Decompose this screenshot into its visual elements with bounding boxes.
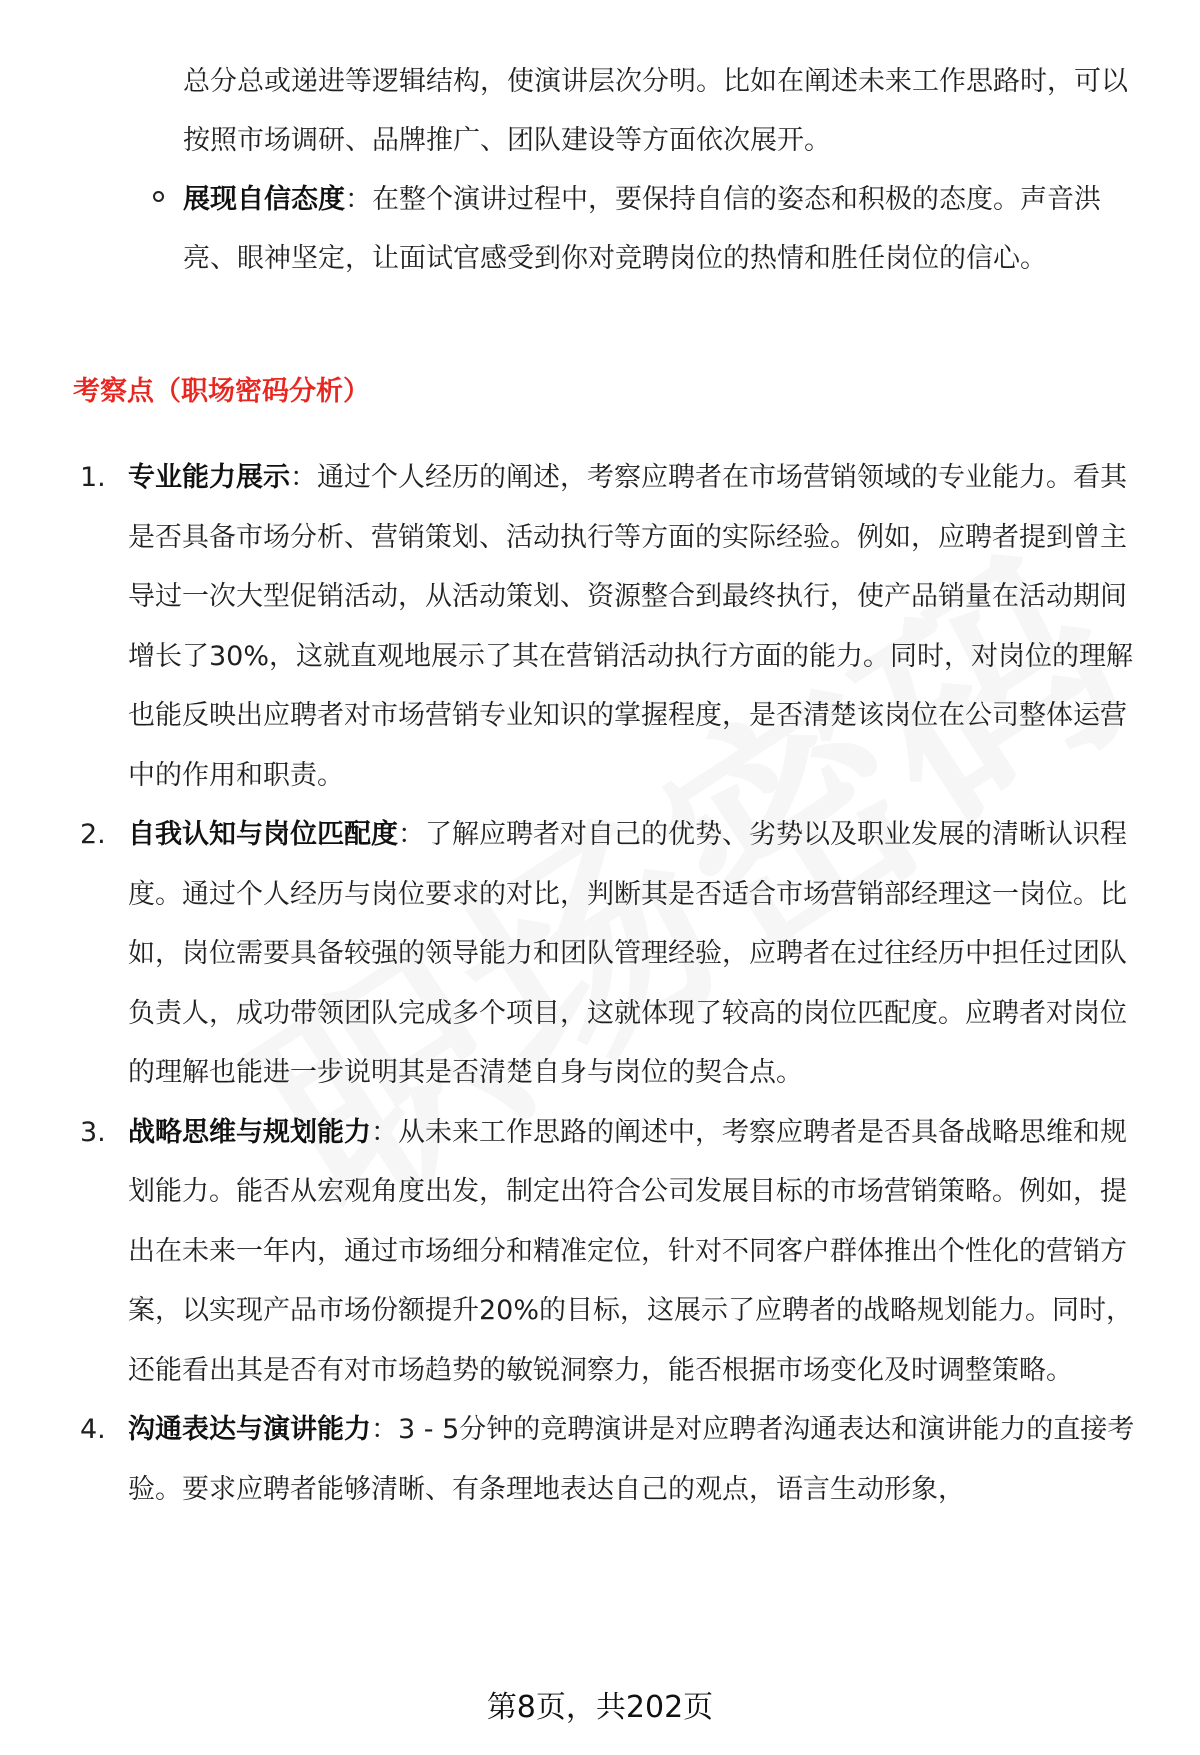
list-item-number: 3. [80, 1116, 106, 1148]
hollow-circle-bullet-icon [153, 191, 164, 202]
list-item [80, 448, 1150, 805]
list-item-title: 自我认知与岗位匹配度 [128, 819, 398, 850]
sub-bullet-title: 展现自信态度 [183, 184, 345, 215]
section-heading: 考察点（职场密码分析） [73, 376, 370, 407]
sub-bullet-text [183, 170, 1143, 288]
list-item-body: ：通过个人经历的阐述，考察应聘者在市场营销领域的专业能力。看其是否具备市场分析、营销策划、活动执行等方面的实际经验。例如，应聘者提到曾主导过一次大型促销活动，从活动策划、资源整合到最终执行，使产品销量在活动期间增长了30%，这就直观地展示了其在营销活动执行方面的能力。同时，对岗位的理解也能反映出应聘者对市场营销专业知识的掌握程度，是否清楚该岗位在公司整体运营中的作用和职责。 [128, 462, 1134, 791]
list-item [80, 1400, 1150, 1519]
list-item-number: 2. [80, 819, 106, 850]
list-item-number: 4. [80, 1414, 106, 1445]
list-item [80, 1103, 1150, 1401]
list-item-title: 战略思维与规划能力 [128, 1116, 371, 1148]
list-item-body: ：从未来工作思路的阐述中，考察应聘者是否具备战略思维和规划能力。能否从宏观角度出发，制定出符合公司发展目标的市场营销策略。例如，提出在未来一年内，通过市场细分和精准定位，针对不同客户群体推出个性化的营销方案，以实现产品市场份额提升20%的目标，这展示了应聘者的战略规划能力。同时，还能看出其是否有对市场趋势的敏锐洞察力，能否根据市场变化及时调整策略。 [128, 1116, 1134, 1386]
page-number-footer: 第8页，共202页 [486, 1690, 714, 1725]
list-item-body: ：了解应聘者对自己的优势、劣势以及职业发展的清晰认识程度。通过个人经历与岗位要求的对比，判断其是否适合市场营销部经理这一岗位。比如，岗位需要具备较强的领导能力和团队管理经验，应聘者在过往经历中担任过团队负责人，成功带领团队完成多个项目，这就体现了较高的岗位匹配度。应聘者对岗位的理解也能进一步说明其是否清楚自身与岗位的契合点。 [128, 819, 1127, 1088]
list-item-title: 沟通表达与演讲能力 [128, 1414, 371, 1445]
sub-bullet-item [153, 170, 1143, 288]
list-item-body: ：3 - 5分钟的竞聘演讲是对应聘者沟通表达和演讲能力的直接考验。要求应聘者能够清晰、有条理地表达自己的观点，语言生动形象， [128, 1414, 1135, 1505]
continued-paragraph: 总分总或递进等逻辑结构，使演讲层次分明。比如在阐述未来工作思路时，可以按照市场调研、品牌推广、团队建设等方面依次展开。 [183, 66, 1128, 156]
numbered-list [80, 448, 1150, 1519]
list-item-title: 专业能力展示 [128, 462, 290, 493]
list-item-number: 1. [80, 462, 106, 493]
sub-bullet-body: ：在整个演讲过程中，要保持自信的姿态和积极的态度。声音洪亮、眼神坚定，让面试官感受到你对竞聘岗位的热情和胜任岗位的信心。 [183, 184, 1101, 274]
list-item [80, 805, 1150, 1103]
